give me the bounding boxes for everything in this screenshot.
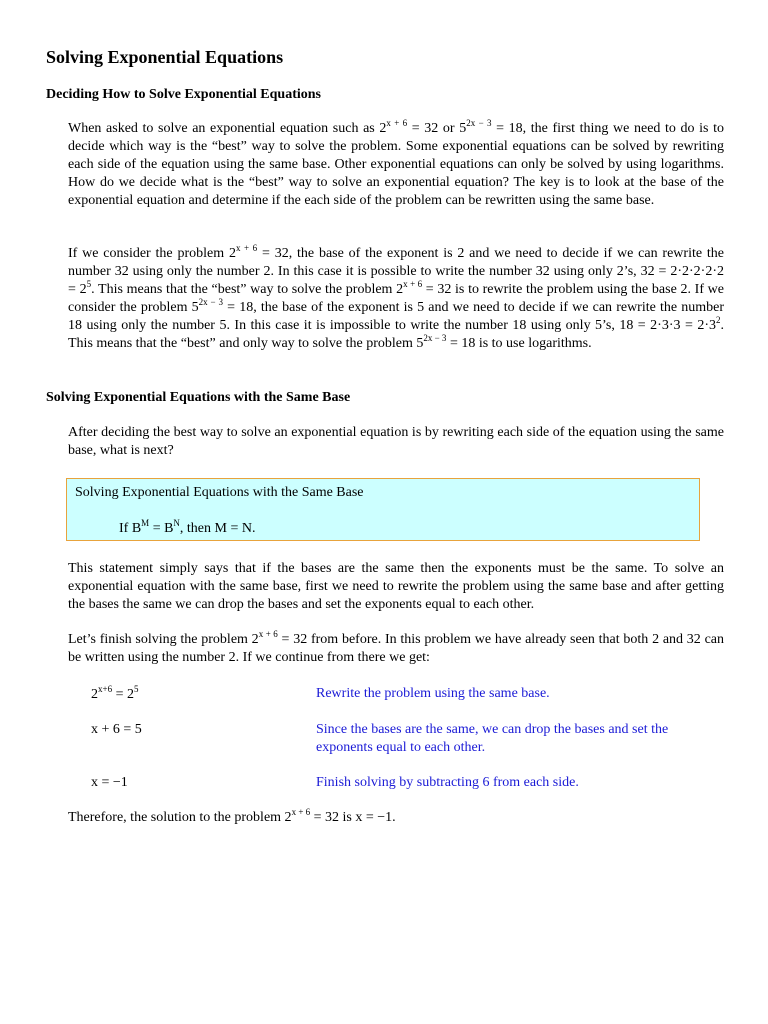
exponent: x + 6 — [386, 118, 408, 128]
step-3-equation: x = −1 — [91, 775, 128, 790]
exponent: 2x − 3 — [423, 333, 447, 343]
text-run: = 32 is x = −1. — [310, 810, 396, 825]
explanation-paragraph: This statement simply says that if the bases are the same then the exponents must be the same. To solve an exponential equation with the same base, first we need to rewrite the problem using the same base and after getting the bases the same we can drop the bases and set the exponents equal to each other. — [68, 561, 724, 612]
exponent: 5 — [133, 684, 139, 694]
rule-callout-box — [66, 478, 700, 541]
text-run: = 32 is to rewrite the problem using the base 2. If we consider the problem 5 — [68, 282, 724, 315]
text-run: . This means that the “best” and only way to solve the problem 5 — [68, 318, 724, 351]
text-run: = 2 — [112, 687, 134, 702]
text-run: = 18, the base of the exponent is 5 and we need to decide if we can rewrite the number 18 using only the number 5. In this case it is impossible to write the number 18 using only 5’s, 18 = 2·3·3 = 2·3 — [68, 300, 725, 333]
exponent: 2 — [716, 315, 721, 325]
exponent: x + 6 — [403, 279, 423, 289]
exponent: x + 6 — [235, 243, 258, 253]
exponent: x + 6 — [291, 807, 311, 817]
text-run: , then M = N. — [179, 521, 256, 536]
text-run: = B — [149, 521, 174, 536]
section-heading-deciding: Deciding How to Solve Exponential Equations — [46, 87, 321, 102]
page-title: Solving Exponential Equations — [46, 47, 284, 67]
step-2-equation: x + 6 = 5 — [91, 722, 142, 737]
exponent: x+6 — [98, 684, 113, 694]
callout-title: Solving Exponential Equations with the Same Base — [75, 485, 364, 500]
text-run: . This means that the “best” way to solve the problem 2 — [91, 282, 404, 297]
text-run: = 32 or 5 — [407, 121, 467, 136]
worked-example-intro — [68, 631, 724, 667]
base-comparison-paragraph — [68, 245, 724, 353]
text-run: Let’s finish solving the problem 2 — [68, 632, 259, 647]
exponent: M — [141, 518, 150, 528]
text-run: Therefore, the solution to the problem 2 — [68, 810, 292, 825]
exponent: 2x − 3 — [466, 118, 492, 128]
callout-rule — [119, 520, 255, 538]
text-run: = 18, the first thing we need to do is to decide which way is the “best” way to solve the problem. Some exponential equations can be solved by rewriting each side of the equation using the same base. Other exponential equations can only be solved by using logarithms. How do we decide what is the “best” way to solve an exponential equation? The key is to look at the base of the exponential equation and determine if the each side of the problem can be rewritten using the same base. — [68, 121, 724, 208]
text-run: = 32, the base of the exponent is 2 and we need to decide if we can rewrite the number 32 using only the number 2. In this case it is possible to write the number 32 using only 2’s, 32 = 2·2·2·2·2 = 2 — [68, 246, 725, 297]
text-run: = 32 from before. In this problem we have already seen that both 2 and 32 can be written using the number 2. If we continue from there we get: — [68, 632, 724, 665]
step-3-note: Finish solving by subtracting 6 from each side. — [316, 775, 579, 790]
step-1-equation — [91, 686, 138, 704]
exponent: 5 — [86, 279, 92, 289]
intro-paragraph — [68, 120, 724, 210]
text-run: If we consider the problem 2 — [68, 246, 236, 261]
step-1-note: Rewrite the problem using the same base. — [316, 686, 550, 701]
text-run: 2 — [91, 687, 98, 702]
section-heading-same-base: Solving Exponential Equations with the Same Base — [46, 390, 351, 405]
text-run: = 18 is to use logarithms. — [446, 336, 592, 351]
text-run: If B — [119, 521, 142, 536]
next-step-paragraph: After deciding the best way to solve an exponential equation is by rewriting each side of the equation using the same base, what is next? — [68, 425, 724, 458]
step-2-note: Since the bases are the same, we can drop the bases and set the exponents equal to each other. — [316, 722, 669, 755]
exponent: x + 6 — [258, 629, 278, 639]
text-run: When asked to solve an exponential equation such as 2 — [68, 121, 387, 136]
conclusion-paragraph — [68, 809, 724, 827]
exponent: N — [173, 518, 180, 528]
exponent: 2x − 3 — [198, 297, 224, 307]
